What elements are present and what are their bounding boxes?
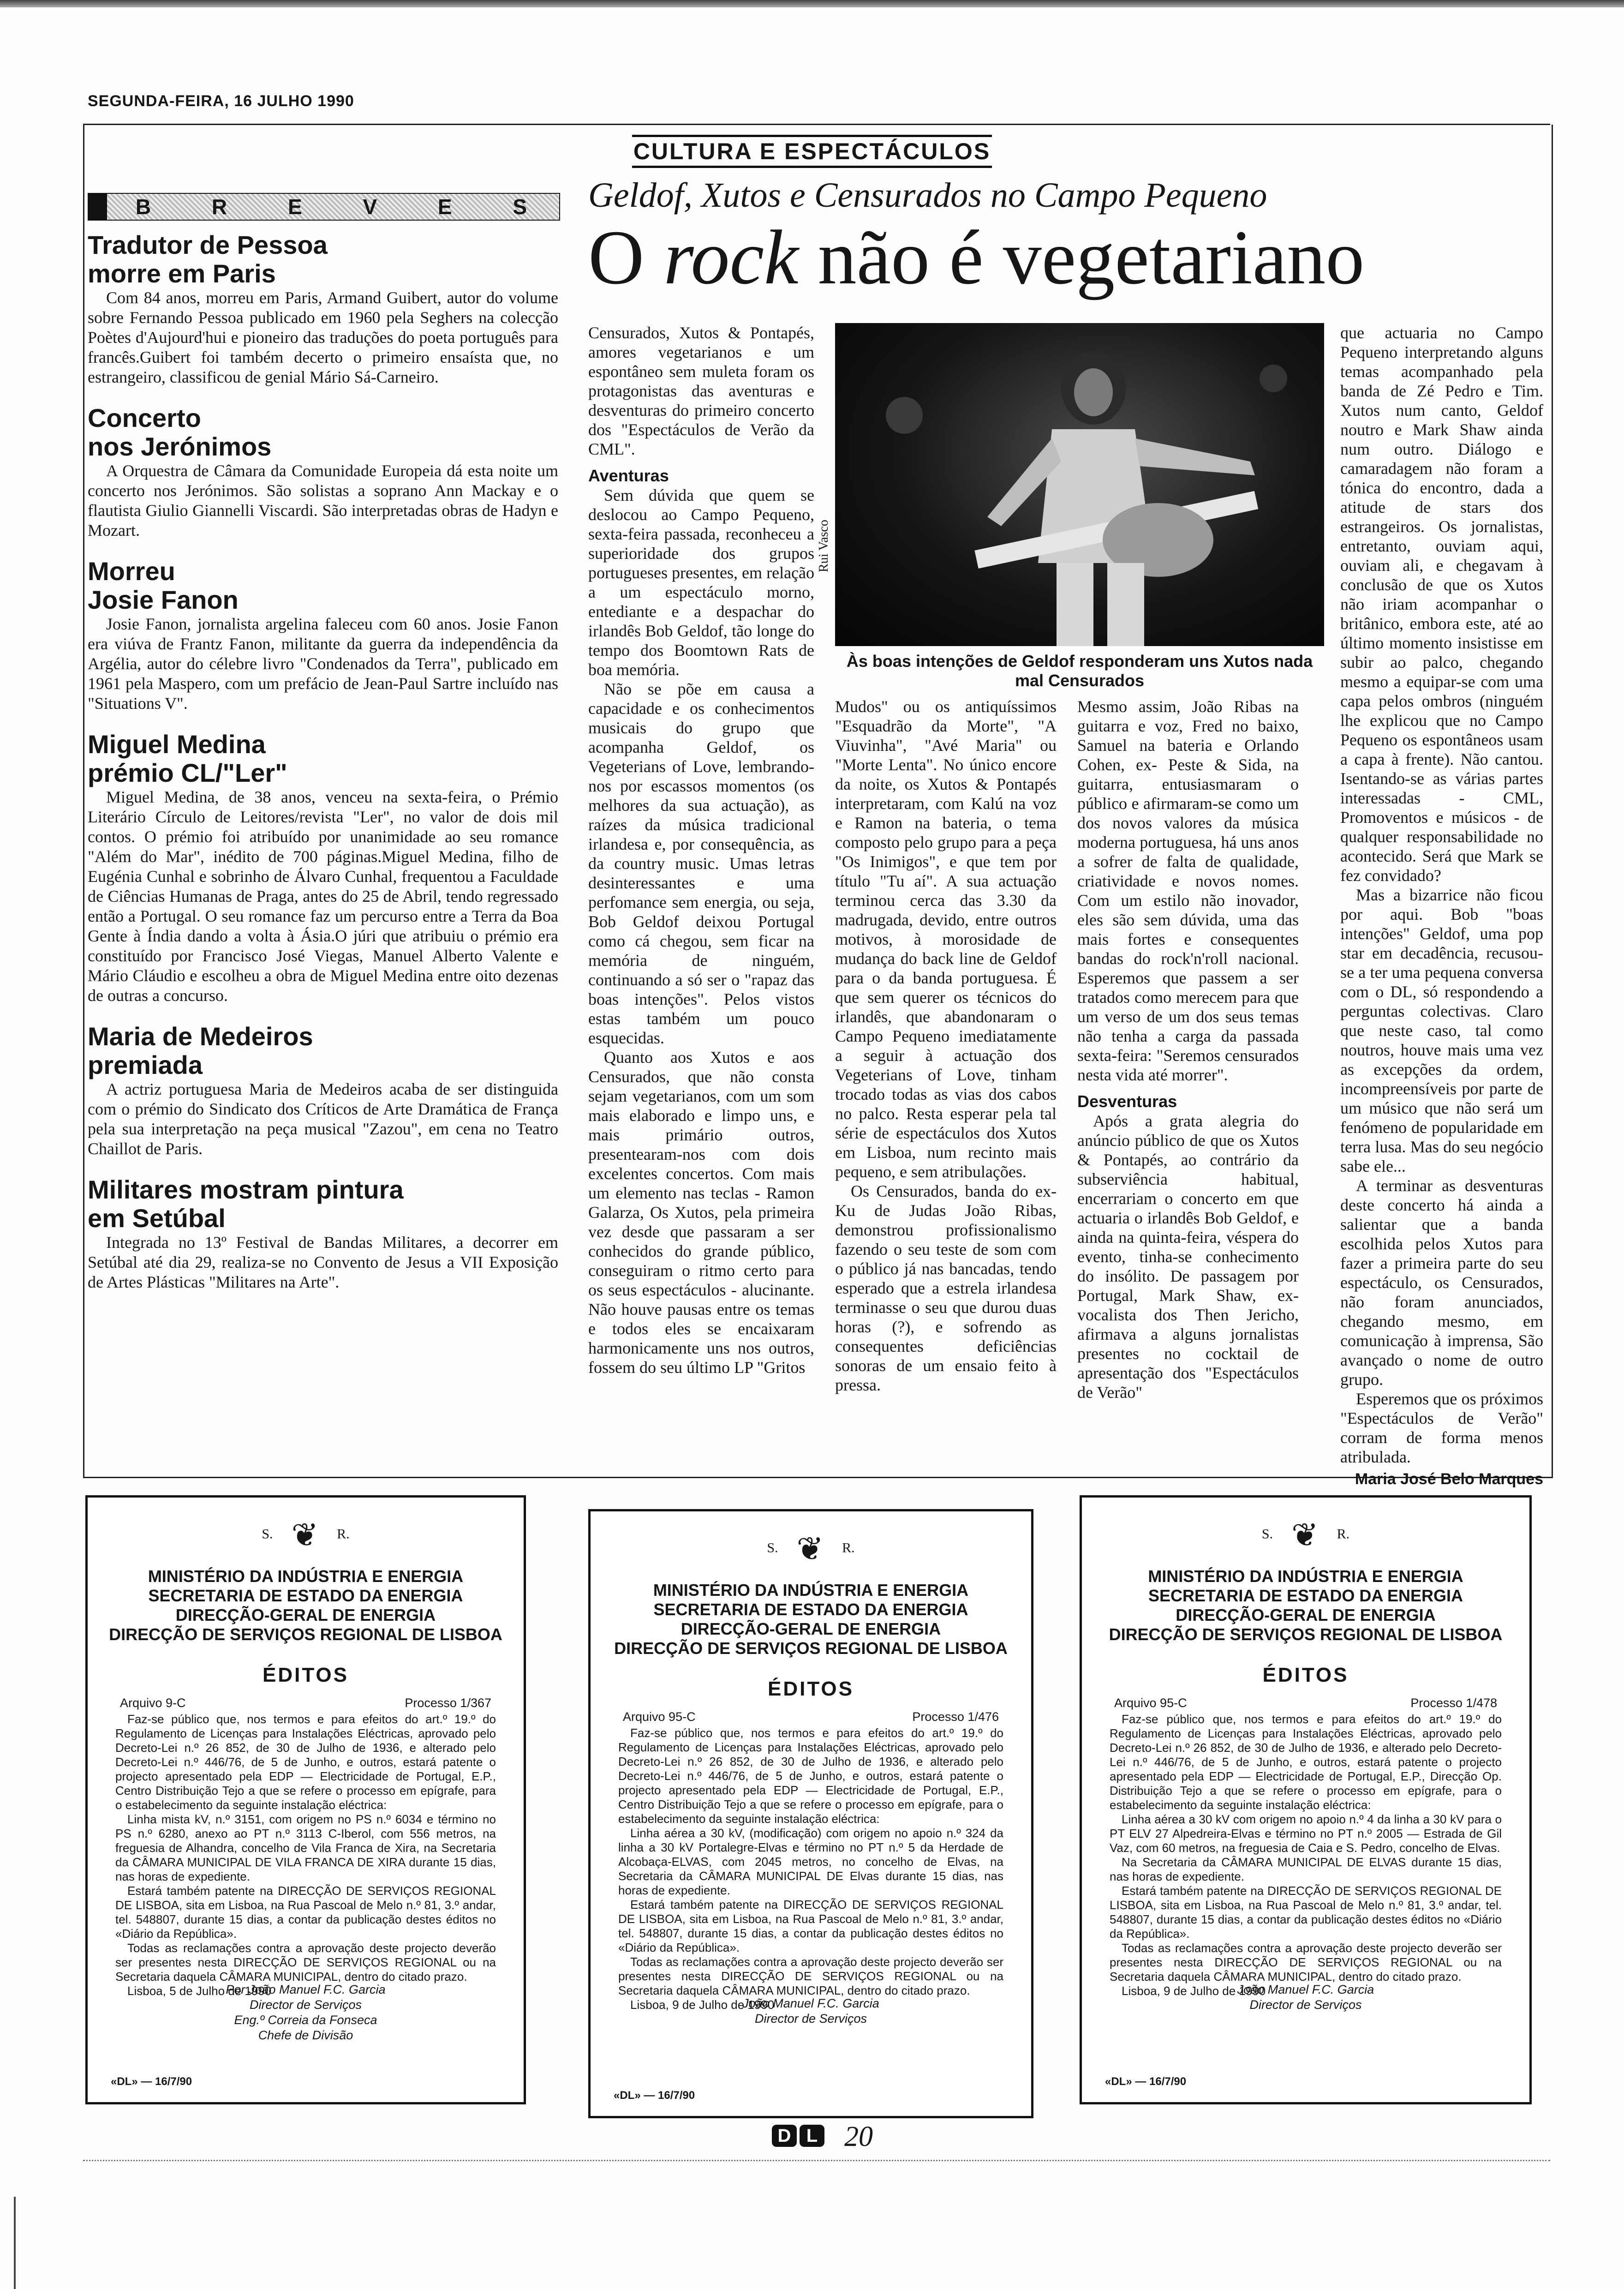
brief-item [88, 404, 558, 540]
headline-post: não é vegetariano [798, 215, 1365, 300]
ornament-left: S. [767, 1540, 778, 1556]
article-paragraph: A terminar as desventuras deste concerto há ainda a salientar que a banda escolhida pelos Xutos para fazer a primeira parte do seu espectáculo, os Censurados, não foram anunciados, chegando mesmo, em comunicação à imprensa, São avançado o nome de outro grupo. [1340, 1176, 1543, 1389]
photo-caption: Às boas intenções de Geldof responderam uns Xutos nada mal Censurados [846, 652, 1313, 690]
brief-body: Integrada no 13º Festival de Bandas Militares, a decorrer em Setúbal até dia 29, realiza-se no Convento de Jesus a VII Exposição de Artes Plásticas "Militares na Arte". [88, 1233, 558, 1291]
signature-line: João Manuel F.C. Garcia [742, 1996, 879, 2010]
brief-title [88, 231, 558, 288]
dateline: SEGUNDA-FEIRA, 16 JULHO 1990 [88, 92, 354, 110]
brief-body: Miguel Medina, de 38 anos, venceu na sexta-feira, o Prémio Literário Círculo de Leitores/revista "Ler", no valor de dois mil contos. O prémio foi atribuído por unanimidade ao seu romance "Além do Mar", inédito de 700 páginas.Miguel Medina, filho de Eugénia Cunhal e sobrinho de Álvaro Cunhal, frequentou a Faculdade de Ciências Humanas de Praga, antes do 25 de Abril, tendo regressado então a Portugal. O seu romance faz um percurso entre a Terra da Boa Gente à Índia dando a volta à Ásia.O júri que atribuiu o prémio era constituído por Francisco José Viegas, Manuel Alberto Valente e Mário Cláudio e escolheu a obra de Miguel Medina entre oito dezenas de outras a concurso. [88, 788, 558, 1005]
notice-processo: Processo 1/478 [1410, 1696, 1497, 1710]
banner-letters [107, 194, 559, 219]
notice-header-line: DIRECÇÃO-GERAL DE ENERGIA [1176, 1606, 1436, 1624]
article-paragraph: Esperemos que os próximos "Espectáculos de Verão" corram de forma menos atribulada. [1340, 1390, 1543, 1466]
notice-paragraph: Lisboa, 5 de Julho de 1990 [127, 1984, 272, 1998]
headline-italic: rock [663, 215, 799, 300]
breves-list [88, 231, 558, 1309]
notice-paragraph: Faz-se público que, nos termos e para efeitos do art.º 19.º do Regulamento de Licenças para Instalações Eléctricas, aprovado pelo Decreto-Lei n.º 26 852, de 30 de Julho de 1936, e alterado pelo Decreto-Lei n.º 446/76, de 5 de Junho, e outros, estará patente o projecto apresentado pela EDP — Electricidade de Portugal, E.P., Direcção Op. Distribuição Tejo a que se refere o processo em epígrafe, para o estabelecimento da seguinte instalação eléctrica: [1110, 1712, 1502, 1812]
article-column-4 [1340, 323, 1543, 1489]
signature-line: Director de Serviços [754, 2012, 867, 2025]
article-paragraph: que actuaria no Campo Pequeno interpretando alguns temas acompanhado pela banda de Zé Pedro e Tim. Xutos num canto, Geldof noutro e Mark Shaw ainda num outro. Diálogo e camaradagem não foram a tónica do encontro, dada a atitude de stars dos estrangeiros. Os jornalistas, entretanto, ouviam aqui, ouviam ali, e chegavam à conclusão de que os Xutos não iriam acompanhar o britânico, embora este, até ao último momento insistisse em subir ao palco, chegando mesmo a equipar-se com uma capa pelos ombros (ninguém lhe explicou que no Campo Pequeno os espontâneos usam a capa à frente). Não cantou. Isentando-se as várias partes interessadas - CML, Promoventos e músicos - de qualquer responsabilidade no acontecido. Será que Mark se fez convidado? [1340, 324, 1543, 885]
article-column-1 [588, 323, 814, 1377]
brief-title-line: nos Jerónimos [88, 432, 272, 461]
article-kicker: Geldof, Xutos e Censurados no Campo Pequeno [588, 176, 1267, 215]
subhead-desventuras: Desventuras [1077, 1092, 1177, 1111]
brief-title-line: morre em Paris [88, 259, 276, 288]
headline-pre: O [588, 215, 664, 300]
breves-banner [88, 193, 560, 221]
notice-title: ÉDITOS [262, 1664, 349, 1686]
article-column-3 [1077, 697, 1299, 1402]
notice-header-line: SECRETARIA DE ESTADO DA ENERGIA [148, 1586, 463, 1605]
brief-body: Com 84 anos, morreu em Paris, Armand Guibert, autor do volume sobre Fernando Pessoa publicado em 1960 pela Seghers na colecção Poètes d'Aujourd'hui e pioneiro das traduções do poeta português para francês.Guibert foi também decerto o primeiro ensaísta que, no estrangeiro, classificou de genial Mário Sá-Carneiro. [88, 288, 558, 386]
notice-paragraph: Linha aérea a 30 kV, (modificação) com origem no apoio n.º 324 da linha a 30 kV Portalegre-Elvas e término no PT n.º 5 da Herdade de Alcobaça-ELVAS, com 2045 metros, no concelho de Elvas, na Secretaria da CÂMARA MUNICIPAL DE Elvas durante 15 dias, nas horas de expediente. [618, 1826, 1003, 1897]
notice-paragraph: Lisboa, 9 de Julho de 1990 [1122, 1984, 1266, 1998]
article-paragraph: Mesmo assim, João Ribas na guitarra e voz, Fred no baixo, Samuel na bateria e Orlando Cohen, ex- Peste & Sida, na guitarra, entusiasmaram o público e afirmaram-se como um dos novos valores da música moderna portuguesa, há uns anos a sofrer de falta de qualidade, criatividade e novos nomes. Com um estilo não inovador, eles são sem dúvida, uma das mais fortes e consequentes bandas do rock'n'roll nacional. Esperemos que passem a ser tratados como merecem para que um verso de um dos seus temas não tenha a carga da passada sexta-feira: "Seremos censurados nesta vida até morrer". [1077, 697, 1299, 1084]
notice-body [115, 1712, 496, 1998]
section-header: CULTURA E ESPECTÁCULOS [632, 135, 992, 168]
logo-letter-d: D [772, 2125, 797, 2147]
coat-of-arms-icon: ❦ [1291, 1518, 1319, 1553]
notice-paragraph: Linha mista kV, n.º 3151, com origem no PS n.º 6034 e término no PS n.º 6280, anexo ao PT n.º 3113 C-Iberol, com 556 metros, na freguesia de Alhandra, concelho de Vila Franca de Xira, na Secretaria da CÂMARA MUNICIPAL DE VILA FRANCA DE XIRA durante 15 dias, nas horas de expediente. [115, 1812, 496, 1883]
notice-arquivo: Arquivo 95-C [623, 1710, 696, 1724]
notice-paragraph: Linha aérea a 30 kV com origem no apoio n.º 4 da linha a 30 kV para o PT ELV 27 Alpedreira-Elvas e término no PT n.º 2005 — Estrada de Gil Vaz, com 60 metros, na freguesia de Caia e S. Pedro, concelho de Elvas. [1110, 1812, 1502, 1855]
dl-logo [757, 2123, 840, 2149]
article-paragraph: Mudos" ou os antiquíssimos "Esquadrão da Morte", "A Viuvinha", "Avé Maria" ou "Morte Lenta". No único encore da noite, os Xutos & Pontapés interpretaram, com Kalú na voz e Ramon na bateria, o tema composto pelo grupo para a peça "Os Inimigos", e que tem por título "Tu aí". A sua actuação terminou cerca das 3.30 da madrugada, devido, entre outros motivos, à morosidade de mudança do back line de Geldof para o da banda portuguesa. É que sem querer os técnicos do irlandês, que abandonaram o Campo Pequeno imediatamente a seguir à actuação dos Vegeterians of Love, tinham trocado todas as vias dos cabos no palco. Resta esperar pela tal série de espectáculos dos Xutos em Lisboa, num recinto mais pequeno, e sem atribulações. [835, 697, 1057, 1181]
ornament-right: R. [337, 1526, 350, 1542]
notice-header-line: MINISTÉRIO DA INDÚSTRIA E ENERGIA [148, 1567, 464, 1586]
notice-header-line: DIRECÇÃO-GERAL DE ENERGIA [681, 1619, 941, 1638]
brief-title [88, 1022, 558, 1079]
article-paragraph: Mas a bizarrice não ficou por aqui. Bob "boas intenções" Geldof, uma pop star em decadência, recusou-se a ter uma pequena conversa com o DL, só respondendo a perguntas colectivas. Claro que neste caso, tal como noutros, houve mais uma vez as excepções da ordem, incompreensíveis por parte de um músico que não será um fenómeno de popularidade em terra lusa. Mas do seu negócio sabe ele... [1340, 886, 1543, 1175]
notice-paragraph: Todas as reclamações contra a aprovação deste projecto deverão ser presentes nesta DIRECÇÃO DE SERVIÇOS REGIONAL ou na Secretaria daquela CÂMARA MUNICIPAL, dentro do citado prazo. [618, 1955, 1003, 1997]
article-paragraph: Censurados, Xutos & Pontapés, amores vegetarianos e um espontâneo sem muleta foram os protagonistas das aventuras e desventuras do primeiro concerto dos "Espectáculos de Verão da CML". [588, 324, 814, 458]
article-column-2 [835, 697, 1057, 1395]
scan-edge-line [14, 2197, 16, 2289]
brief-title-line: Tradutor de Pessoa [88, 230, 328, 259]
notice-header-line: MINISTÉRIO DA INDÚSTRIA E ENERGIA [1148, 1567, 1463, 1586]
banner-letter: E [287, 195, 306, 219]
notice-paragraph: Estará também patente na DIRECÇÃO DE SERVIÇOS REGIONAL DE LISBOA, sita em Lisboa, na Rua Pascoal de Melo n.º 81, 3.º andar, tel. 548807, durante 15 dias, a contar da publicação destes éditos no «Diário da República». [115, 1884, 496, 1941]
coat-of-arms-icon: ❦ [796, 1532, 824, 1567]
brief-title-line: Maria de Medeiros [88, 1022, 313, 1051]
ornament-right: R. [842, 1540, 855, 1556]
brief-body: Josie Fanon, jornalista argelina faleceu com 60 anos. Josie Fanon era viúva de Frantz Fanon, militante da guerra da independência da Argélia, autor do célebre livro "Condenados da Terra", publicado em 1961 pela Maspero, com um prefácio de Jean-Paul Sartre incluído nas "Situations V". [88, 615, 558, 713]
article-paragraph: Não se põe em causa a capacidade e os conhecimentos musicais do grupo que acompanha Geldof, os Vegeterians of Love, lembrando-nos por escassos momentos (os melhores da sua actuação), as raízes da música tradicional irlandesa e, por consequência, as da country music. Umas letras desinteressantes e uma perfomance sem energia, ou seja, Bob Geldof deixou Portugal como cá chegou, sem ficar na memória de ninguém, continuando a só ser o "rapaz das boas intenções". Pelos vistos estas também um pouco esquecidas. [588, 680, 814, 1047]
notice-header-line: MINISTÉRIO DA INDÚSTRIA E ENERGIA [653, 1581, 969, 1600]
signature-line: Eng.º Correia da Fonseca [234, 2013, 377, 2027]
notice-paragraph: Estará também patente na DIRECÇÃO DE SERVIÇOS REGIONAL DE LISBOA, sita em Lisboa, na Rua Pascoal de Melo n.º 81, 3.º andar, tel. 548807, durante 15 dias, a contar da publicação destes éditos no «Diário da República». [1110, 1884, 1502, 1941]
signature-line: Por João Manuel F.C. Garcia [226, 1983, 386, 1996]
brief-title-line: Morreu [88, 557, 175, 586]
signature-line: Director de Serviços [249, 1998, 362, 2012]
brief-title [88, 730, 558, 787]
notice-paragraph: Faz-se público que, nos termos e para efeitos do art.º 19.º do Regulamento de Licenças para Instalações Eléctricas, aprovado pelo Decreto-Lei n.º 26 852, de 30 de Julho de 1936, e alterado pelo Decreto-Lei n.º 446/76, de 5 de Junho, e outros, estará patente o projecto apresentado pela EDP — Electricidade de Portugal, E.P., Centro Distribuição Tejo a que se refere o processo em epígrafe, para o estabelecimento da seguinte instalação eléctrica: [115, 1712, 496, 1812]
brief-title-line: em Setúbal [88, 1204, 226, 1233]
banner-letter: E [437, 195, 456, 219]
notice-box [588, 1509, 1033, 2118]
notice-paragraph: Todas as reclamações contra a aprovação deste projecto deverão ser presentes nesta DIRECÇÃO DE SERVIÇOS REGIONAL ou na Secretaria daquela CÂMARA MUNICIPAL, dentro do citado prazo. [1110, 1941, 1502, 1983]
banner-letter: B [135, 195, 155, 219]
article-paragraph: Quanto aos Xutos e aos Censurados, que não consta sejam vegetarianos, com um som mais elaborado e limpo uns, e mais primário outros, presentearam-nos com dois excelentes concertos. Com mais um elemento nas teclas - Ramon Galarza, Os Xutos, pela primeira vez desde que passaram a ser conhecidos do grande público, conseguiram o ritmo certo para os seus espectáculos - alucinante. Não houve pausas entre os temas e todos eles se encaixaram harmonicamente uns nos outros, fossem do seu último LP "Gritos [588, 1048, 814, 1377]
notice-ornament [591, 1530, 1031, 1568]
ornament-right: R. [1337, 1526, 1350, 1542]
notice-body [618, 1726, 1003, 2012]
ornament-left: S. [262, 1526, 273, 1542]
notice-header-line: DIRECÇÃO-GERAL DE ENERGIA [175, 1606, 436, 1624]
notice-box [1080, 1495, 1532, 2104]
notice-paragraph: Estará também patente na DIRECÇÃO DE SERVIÇOS REGIONAL DE LISBOA, sita em Lisboa, na Rua Pascoal de Melo n.º 81, 3.º andar, tel. 548807, durante 15 dias, a contar da publicação destes éditos no «Diário da República». [618, 1898, 1003, 1954]
notice-signature [591, 1996, 1031, 2026]
notice-body [1110, 1712, 1502, 1998]
article-paragraph: Após a grata alegria do anúncio público de que os Xutos & Pontapés, ao contrário da subserviência habitual, encerrariam o concerto em que actuaria o irlandês Bob Geldof, e ainda na quinta-feira, véspera do evento, tinha-se conhecimento do insólito. De passagem por Portugal, Mark Shaw, ex-vocalista dos Then Jericho, afirmava a alguns jornalistas presentes no cocktail de apresentação dos "Espectáculos de Verão" [1077, 1112, 1299, 1402]
article-paragraph: Sem dúvida que quem se deslocou ao Campo Pequeno, sexta-feira passada, reconheceu a superioridade dos grupos portugueses presentes, em relação a um espectáculo morno, entediante e a despachar do irlandês Bob Geldof, tão longe do tempo dos Boomtown Rats de boa memória. [588, 486, 814, 679]
notice-paragraph: Faz-se público que, nos termos e para efeitos do art.º 19.º do Regulamento de Licenças para Instalações Eléctricas, aprovado pelo Decreto-Lei n.º 26 852, de 30 de Julho de 1936, e alterado pelo Decreto-Lei n.º 446/76, de 5 de Junho, e outros, estará patente o projecto apresentado pela EDP — Electricidade de Portugal, E.P., Centro Distribuição Tejo a que se refere o processo em epígrafe, para o estabelecimento da seguinte instalação eléctrica: [618, 1726, 1003, 1826]
banner-letter: R [211, 195, 231, 219]
notice-ornament [88, 1516, 524, 1554]
signature-line: Chefe de Divisão [258, 2028, 353, 2042]
photo-credit: Rui Vasco [817, 520, 831, 572]
notice-signature [1082, 1982, 1529, 2013]
brief-title-line: prémio CL/"Ler" [88, 758, 287, 787]
article-headline [588, 216, 1364, 299]
notice-arquivo: Arquivo 95-C [1114, 1696, 1187, 1710]
notice-box [85, 1495, 526, 2104]
notice-paragraph: Lisboa, 9 de Julho de 1990 [630, 1998, 775, 2012]
logo-letter-l: L [800, 2125, 824, 2147]
banner-letter: S [513, 195, 531, 219]
notice-paragraph: Na Secretaria da CÂMARA MUNICIPAL DE ELVAS durante 15 dias, nas horas de expediente. [1110, 1855, 1502, 1883]
notice-header [591, 1581, 1031, 1658]
notice-header-line: SECRETARIA DE ESTADO DA ENERGIA [1148, 1586, 1463, 1605]
signature-line: João Manuel F.C. Garcia [1237, 1983, 1374, 1996]
notice-arquivo: Arquivo 9-C [120, 1696, 186, 1710]
brief-title-line: Militares mostram pintura [88, 1175, 404, 1204]
brief-title-line: premiada [88, 1050, 203, 1079]
article-byline: Maria José Belo Marques [1355, 1470, 1543, 1488]
top-border [0, 0, 1624, 7]
brief-item [88, 1022, 558, 1159]
notice-signature [88, 1982, 524, 2043]
brief-title-line: Josie Fanon [88, 585, 239, 614]
brief-title-line: Miguel Medina [88, 730, 266, 759]
brief-title [88, 557, 558, 614]
notice-header [1082, 1567, 1529, 1644]
notice-ornament [1082, 1516, 1529, 1554]
notice-title: ÉDITOS [767, 1678, 854, 1700]
brief-title [88, 404, 558, 461]
notice-processo: Processo 1/367 [405, 1696, 491, 1710]
notice-title: ÉDITOS [1262, 1664, 1349, 1686]
brief-item [88, 1175, 558, 1292]
article-paragraph: Os Censurados, banda do ex-Ku de Judas João Ribas, demonstrou profissionalismo fazendo o seu teste de som com o público já nas bancadas, tendo esperado que a estrela irlandesa terminasse o seu que durou duas horas (?), e sofrendo as consequentes deficiências sonoras de um ensaio feito à pressa. [835, 1182, 1057, 1394]
brief-item [88, 730, 558, 1006]
brief-body: A Orquestra de Câmara da Comunidade Europeia dá esta noite um concerto nos Jerónimos. São solistas a soprano Ann Mackay e o flautista Giulio Giannelli Viscardi. São interpretadas obras de Hadyn e Mozart. [88, 461, 558, 539]
notice-header-line: DIRECÇÃO DE SERVIÇOS REGIONAL DE LISBOA [614, 1639, 1008, 1658]
footer-dotted-rule [83, 2160, 1550, 2161]
notice-header [88, 1567, 524, 1644]
notice-dl-ref: «DL» — 16/7/90 [1105, 2075, 1187, 2088]
brief-title-line: Concerto [88, 403, 201, 432]
coat-of-arms-icon: ❦ [291, 1518, 319, 1553]
guitarist-photo-icon [835, 323, 1324, 646]
notice-dl-ref: «DL» — 16/7/90 [111, 2075, 192, 2088]
signature-line: Director de Serviços [1249, 1998, 1362, 2012]
concert-photo [835, 323, 1324, 646]
notice-dl-ref: «DL» — 16/7/90 [614, 2089, 695, 2102]
page-number: 20 [844, 2121, 873, 2152]
brief-item [88, 231, 558, 387]
banner-block [89, 194, 107, 220]
brief-item [88, 557, 558, 713]
subhead-aventuras: Aventuras [588, 466, 669, 485]
notice-header-line: DIRECÇÃO DE SERVIÇOS REGIONAL DE LISBOA [109, 1625, 502, 1644]
notice-processo: Processo 1/476 [912, 1710, 999, 1724]
banner-letter: V [363, 195, 381, 219]
notice-paragraph: Todas as reclamações contra a aprovação deste projecto deverão ser presentes nesta DIRECÇÃO DE SERVIÇOS REGIONAL ou na Secretaria daquela CÂMARA MUNICIPAL, dentro do citado prazo. [115, 1941, 496, 1983]
notice-header-line: DIRECÇÃO DE SERVIÇOS REGIONAL DE LISBOA [1109, 1625, 1503, 1644]
notice-header-line: SECRETARIA DE ESTADO DA ENERGIA [653, 1600, 968, 1619]
brief-body: A actriz portuguesa Maria de Medeiros acaba de ser distinguida com o prémio do Sindicato dos Críticos de Arte Dramática de França pela sua interpretação na peça musical "Zazou", em cena no Teatro Chaillot de Paris. [88, 1080, 558, 1158]
ornament-left: S. [1261, 1526, 1273, 1542]
brief-title [88, 1175, 558, 1233]
